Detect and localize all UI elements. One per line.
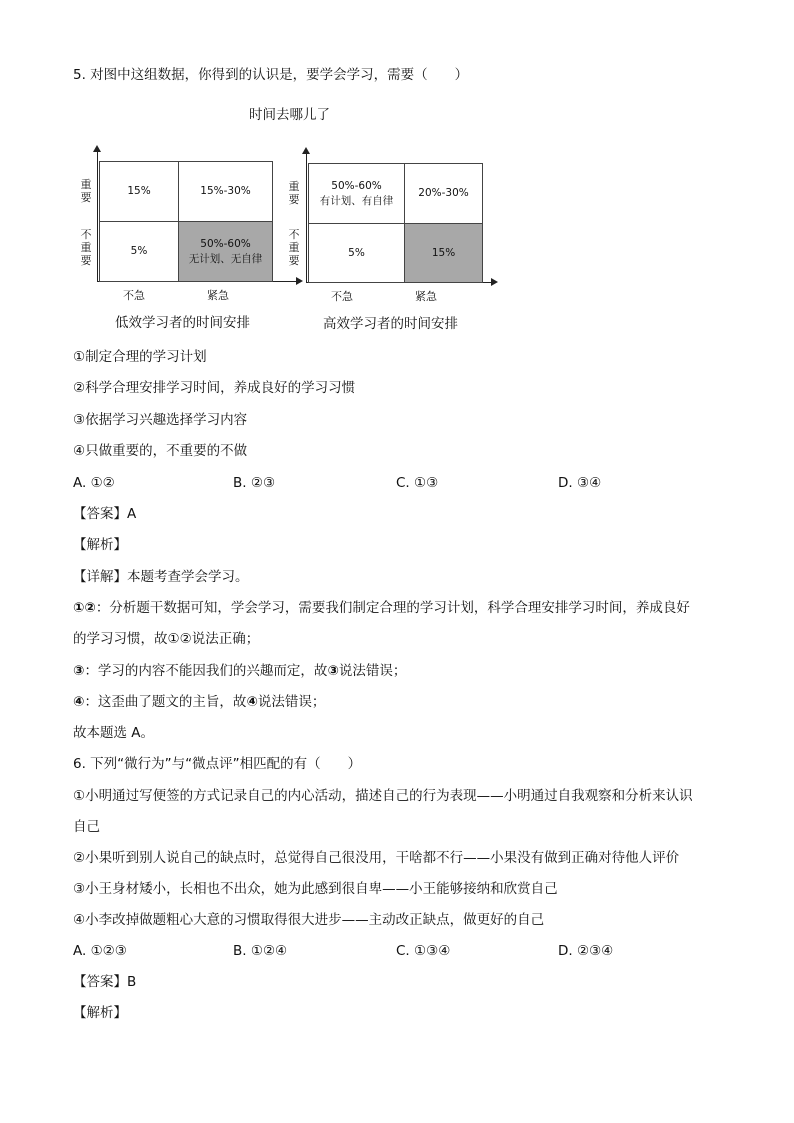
q6-item-1-line2: 自己: [73, 819, 100, 835]
q6-stem: 6. 下列“微行为”与“微点评”相匹配的有（ ）: [73, 756, 362, 772]
right-y-label-important: 重要: [288, 180, 300, 206]
answer-value: A: [127, 506, 137, 522]
exp3-text-b: 说法错误；: [257, 694, 326, 710]
left-cell-note: 无计划、无自律: [188, 252, 263, 265]
q6-item-4: ④小李改掉做题粗心大意的习惯取得很大进步——主动改正缺点，做更好的自己: [73, 912, 545, 928]
right-chart-caption: 高效学习者的时间安排: [323, 316, 458, 332]
q5-option-b: B. ②③: [233, 475, 276, 491]
q5-exp3: [73, 693, 325, 711]
q6-option-c: C. ①③④: [396, 943, 451, 959]
q5-detail: [73, 568, 249, 586]
q6-item-2: ②小果听到别人说自己的缺点时，总觉得自己很没用，干啥都不行——小果没有做到正确对待他人评价: [73, 850, 680, 866]
q5-item-3: ③依据学习兴趣选择学习内容: [73, 412, 248, 428]
left-x-arrow: [296, 277, 303, 285]
right-x-label-not-urgent: 不急: [331, 290, 353, 303]
right-cell-unimportant-urgent: 15%: [404, 223, 483, 283]
q5-exp1-line1: [73, 599, 690, 617]
q5-option-a: A. ①②: [73, 475, 115, 491]
q5-item-2: ②科学合理安排学习时间，养成良好的学习习惯: [73, 380, 356, 396]
right-y-label-unimportant: 不重要: [288, 228, 300, 267]
q6-option-b: B. ①②④: [233, 943, 288, 959]
q5-item-1: ①制定合理的学习计划: [73, 349, 207, 365]
right-y-axis: [306, 152, 307, 282]
left-cell-important-not-urgent: 15%: [99, 161, 179, 222]
right-x-label-urgent: 紧急: [415, 290, 437, 303]
left-cell-unimportant-urgent: [178, 221, 273, 282]
q6-answer: [73, 973, 136, 991]
right-cell-percent: 50%-60%: [331, 179, 382, 192]
q6-answer-value: B: [127, 974, 137, 990]
q5-exp2: [73, 662, 406, 680]
answer-label: 【答案】: [73, 506, 127, 522]
detail-text: 本题考查学会学习。: [127, 569, 249, 585]
q5-answer: [73, 505, 136, 523]
left-chart-caption: 低效学习者的时间安排: [115, 315, 250, 331]
q5-exp1-line2: 的学习习惯，故①②说法正确；: [73, 631, 260, 647]
exp1-text-a: ：分析题干数据可知，学会学习，需要我们制定合理的学习计划，科学合理安排学习时间，养成良好: [95, 600, 690, 616]
right-y-arrow: [302, 147, 310, 154]
q6-analysis-label: 【解析】: [73, 1005, 127, 1021]
left-cell-percent: 50%-60%: [200, 237, 251, 250]
exp3-mark: ④: [73, 694, 85, 710]
left-y-arrow: [93, 145, 101, 152]
left-cell-important-urgent: 15%-30%: [178, 161, 273, 222]
q5-conclusion: 故本题选 A。: [73, 725, 155, 741]
q5-option-c: C. ①③: [396, 475, 439, 491]
exp3-text-a: ：这歪曲了题文的主旨，故: [84, 694, 247, 710]
detail-label: 【详解】: [73, 569, 127, 585]
exp1-mark: ①②: [73, 600, 96, 616]
exp2-text-b: 说法错误；: [338, 663, 407, 679]
right-cell-unimportant-not-urgent: 5%: [308, 223, 405, 283]
q6-item-3: ③小王身材矮小，长相也不出众，她为此感到很自卑——小王能够接纳和欣赏自己: [73, 881, 558, 897]
left-y-label-unimportant: 不重要: [80, 228, 92, 267]
left-cell-unimportant-not-urgent: 5%: [99, 221, 179, 282]
q5-option-d: D. ③④: [558, 475, 602, 491]
left-y-label-important: 重要: [80, 178, 92, 204]
q6-option-d: D. ②③④: [558, 943, 614, 959]
q5-item-4: ④只做重要的，不重要的不做: [73, 443, 248, 459]
left-y-axis: [97, 150, 98, 281]
q6-item-1-line1: ①小明通过写便签的方式记录自己的内心活动，描述自己的行为表现——小明通过自我观察和分析来认识: [73, 788, 693, 804]
exp2-mark: ③: [73, 663, 85, 679]
left-x-label-not-urgent: 不急: [123, 289, 145, 302]
exp3-mark2: ④: [246, 694, 258, 710]
left-x-label-urgent: 紧急: [207, 289, 229, 302]
q6-option-a: A. ①②③: [73, 943, 127, 959]
exp2-mark2: ③: [327, 663, 339, 679]
right-cell-note: 有计划、有自律: [319, 194, 394, 207]
exp2-text-a: ：学习的内容不能因我们的兴趣而定，故: [84, 663, 328, 679]
right-cell-important-not-urgent: [308, 163, 405, 224]
right-cell-important-urgent: 20%-30%: [404, 163, 483, 224]
figure-title: 时间去哪儿了: [249, 107, 330, 123]
q5-analysis-label: 【解析】: [73, 537, 127, 553]
q6-answer-label: 【答案】: [73, 974, 127, 990]
right-x-arrow: [491, 278, 498, 286]
q5-stem: 5. 对图中这组数据，你得到的认识是，要学会学习，需要（ ）: [73, 67, 469, 83]
